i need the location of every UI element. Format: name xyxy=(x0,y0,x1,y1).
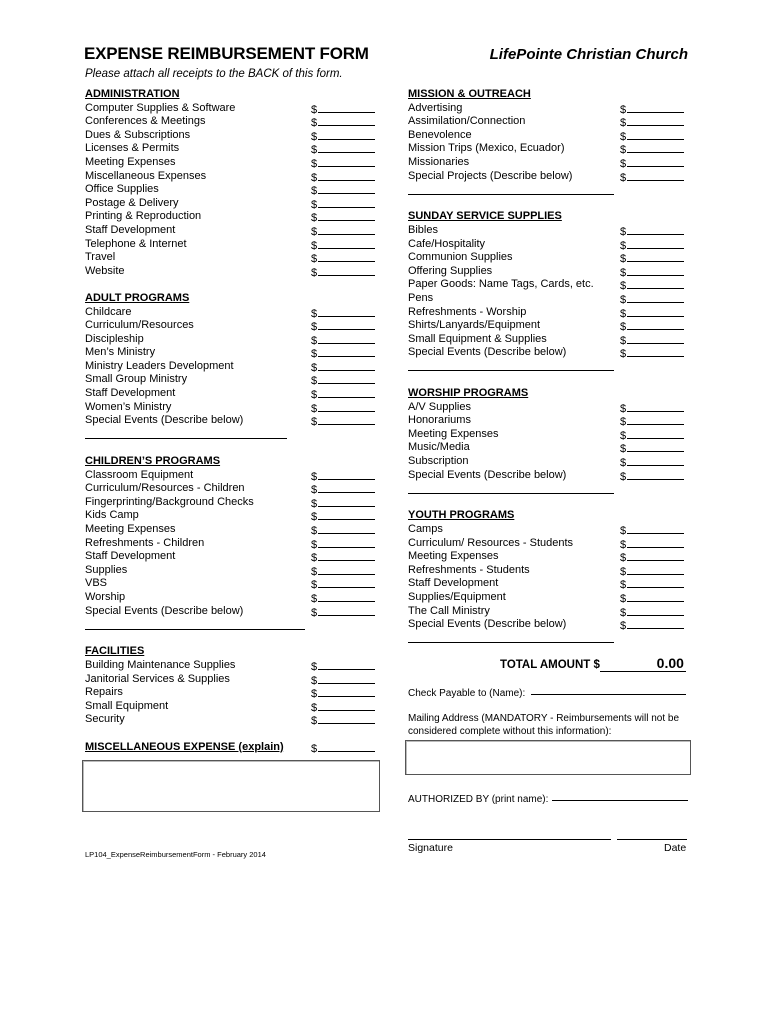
form-footer: LP104_ExpenseReimbursementForm - February 2014 xyxy=(85,850,266,859)
sunday-item-label: Small Equipment & Supplies xyxy=(408,332,547,345)
adult-item-row xyxy=(85,414,381,428)
youth-item-label: Camps xyxy=(408,523,443,535)
children-item-amount[interactable]: $ xyxy=(311,605,375,621)
administration-item-label: Office Supplies xyxy=(85,183,159,196)
administration-item-row xyxy=(85,183,381,197)
administration-item-amount[interactable]: $ xyxy=(311,170,375,186)
total-amount: TOTAL AMOUNT $ 0.00 xyxy=(500,655,684,671)
sunday-item-row xyxy=(408,292,690,306)
administration-item-row xyxy=(85,129,381,143)
section-administration xyxy=(85,88,381,278)
children-item-label: Supplies xyxy=(85,563,128,576)
adult-item-row xyxy=(85,401,381,415)
children-item-row xyxy=(85,564,381,578)
date-line[interactable] xyxy=(617,829,687,840)
administration-item-row xyxy=(85,265,381,279)
children-item-row xyxy=(85,577,381,591)
mailing-label: Mailing Address (MANDATORY - Reimbursements will not be considered complete without this information): xyxy=(408,713,680,737)
worship-item-amount[interactable]: $ xyxy=(620,441,684,457)
mission-item-row xyxy=(408,170,690,184)
section-heading: YOUTH PROGRAMS xyxy=(408,509,515,522)
youth-item-amount[interactable]: $ xyxy=(620,577,684,593)
misc-amount[interactable]: $ xyxy=(311,741,375,757)
adult-item-label: Special Events (Describe below) xyxy=(85,414,244,427)
sunday-item-label: Refreshments - Worship xyxy=(408,305,527,318)
administration-item-label: Telephone & Internet xyxy=(85,237,187,250)
worship-item-row xyxy=(408,469,690,483)
children-item-label: Refreshments - Children xyxy=(85,536,205,549)
administration-item-label: Dues & Subscriptions xyxy=(85,128,191,141)
administration-item-label: Printing & Reproduction xyxy=(85,210,202,223)
youth-item-label: Meeting Expenses xyxy=(408,550,499,563)
sunday-item-row xyxy=(408,224,690,238)
administration-item-label: Conferences & Meetings xyxy=(85,115,206,128)
adult-item-row xyxy=(85,387,381,401)
mission-item-row xyxy=(408,129,690,143)
youth-item-row xyxy=(408,591,690,605)
administration-item-label: Meeting Expenses xyxy=(85,155,176,168)
misc-explain-box[interactable] xyxy=(82,760,380,812)
adult-item-label: Men’s Ministry xyxy=(85,346,156,359)
mission-item-label: Advertising xyxy=(408,101,463,114)
total-value[interactable]: 0.00 xyxy=(600,655,686,672)
section-heading: SUNDAY SERVICE SUPPLIES xyxy=(408,210,562,223)
youth-item-row xyxy=(408,618,690,632)
sunday-item-amount[interactable]: $ xyxy=(620,292,684,308)
facilities-item-label: Small Equipment xyxy=(85,699,169,712)
date-label: Date xyxy=(664,842,687,854)
sunday-item-row xyxy=(408,333,690,347)
children-item-row xyxy=(85,496,381,510)
worship-item-label: Honorariums xyxy=(408,414,471,427)
children-item-row xyxy=(85,469,381,483)
sunday-item-row xyxy=(408,319,690,333)
form-subtitle: Please attach all receipts to the BACK of this form. xyxy=(85,68,343,80)
form-title: EXPENSE REIMBURSEMENT FORM xyxy=(84,44,369,63)
administration-item-label: Computer Supplies & Software xyxy=(85,101,236,114)
children-item-label: Worship xyxy=(85,590,126,603)
adult-item-row xyxy=(85,373,381,387)
youth-item-amount[interactable]: $ xyxy=(620,550,684,566)
sunday-item-amount[interactable]: $ xyxy=(620,265,684,281)
adult-item-amount[interactable]: $ xyxy=(311,414,375,430)
youth-item-label: Supplies/Equipment xyxy=(408,590,506,603)
adult-item-amount[interactable]: $ xyxy=(311,306,375,322)
sunday-item-amount[interactable]: $ xyxy=(620,319,684,335)
signature-label: Signature xyxy=(408,842,453,854)
administration-item-label: Postage & Delivery xyxy=(85,196,179,209)
administration-item-row xyxy=(85,238,381,252)
sunday-item-row xyxy=(408,278,690,292)
administration-item-amount[interactable]: $ xyxy=(311,183,375,199)
adult-item-row xyxy=(85,333,381,347)
children-item-label: Curriculum/Resources - Children xyxy=(85,482,245,495)
worship-item-row xyxy=(408,441,690,455)
adult-item-amount[interactable]: $ xyxy=(311,346,375,362)
administration-item-amount[interactable]: $ xyxy=(311,115,375,131)
worship-item-label: Special Events (Describe below) xyxy=(408,468,567,481)
children-item-label: Fingerprinting/Background Checks xyxy=(85,495,254,508)
mission-item-amount[interactable]: $ xyxy=(620,115,684,131)
worship-item-row xyxy=(408,455,690,469)
children-item-amount[interactable]: $ xyxy=(311,550,375,566)
section-heading: ADMINISTRATION xyxy=(85,88,180,100)
adult-item-row xyxy=(85,360,381,374)
children-item-amount[interactable]: $ xyxy=(311,509,375,525)
signature-line[interactable] xyxy=(408,829,611,840)
administration-item-label: Staff Development xyxy=(85,223,176,236)
sunday-item-label: Pens xyxy=(408,291,434,304)
sunday-item-label: Paper Goods: Name Tags, Cards, etc. xyxy=(408,278,594,291)
section-childrens-programs xyxy=(85,455,381,618)
adult-item-amount[interactable]: $ xyxy=(311,373,375,389)
children-item-label: Meeting Expenses xyxy=(85,523,176,535)
sunday-item-amount[interactable]: $ xyxy=(620,238,684,254)
youth-item-amount[interactable]: $ xyxy=(620,523,684,539)
administration-item-row xyxy=(85,170,381,184)
adult-item-label: Ministry Leaders Development xyxy=(85,359,234,372)
children-item-row xyxy=(85,591,381,605)
right-column xyxy=(408,88,690,645)
children-item-row xyxy=(85,509,381,523)
mission-item-amount[interactable]: $ xyxy=(620,156,684,172)
payee-label: Check Payable to (Name): xyxy=(408,688,526,699)
children-item-label: Kids Camp xyxy=(85,509,139,522)
youth-item-label: The Call Ministry xyxy=(408,604,490,617)
sunday-item-amount[interactable]: $ xyxy=(620,346,684,362)
administration-item-row xyxy=(85,224,381,238)
youth-item-row xyxy=(408,537,690,551)
youth-item-amount[interactable]: $ xyxy=(620,564,684,580)
facilities-item-row xyxy=(85,713,381,727)
facilities-item-row xyxy=(85,700,381,714)
mission-item-amount[interactable]: $ xyxy=(620,170,684,186)
mission-item-amount[interactable]: $ xyxy=(620,102,684,118)
worship-item-label: A/V Supplies xyxy=(408,400,471,413)
youth-item-label: Staff Development xyxy=(408,577,499,590)
mission-item-amount[interactable]: $ xyxy=(620,142,684,158)
sunday-item-label: Bibles xyxy=(408,223,438,236)
sunday-item-amount[interactable]: $ xyxy=(620,224,684,240)
mailing-address-box[interactable] xyxy=(405,740,691,775)
worship-item-label: Subscription xyxy=(408,455,469,468)
sunday-item-label: Special Events (Describe below) xyxy=(408,346,567,359)
sunday-item-row xyxy=(408,306,690,320)
mission-item-label: Benevolence xyxy=(408,128,472,141)
section-heading: CHILDREN’S PROGRAMS xyxy=(85,455,221,468)
section-worship-programs xyxy=(408,387,690,482)
children-item-amount[interactable]: $ xyxy=(311,591,375,607)
worship-item-row xyxy=(408,428,690,442)
misc-heading: MISCELLANEOUS EXPENSE (explain) xyxy=(85,740,284,753)
sunday-item-amount[interactable]: $ xyxy=(620,251,684,267)
children-item-label: Staff Development xyxy=(85,550,176,563)
children-item-amount[interactable]: $ xyxy=(311,482,375,498)
worship-item-label: Music/Media xyxy=(408,441,470,454)
adult-item-label: Curriculum/Resources xyxy=(85,319,194,332)
authorized-label: AUTHORIZED BY (print name): xyxy=(408,794,549,805)
youth-item-amount[interactable]: $ xyxy=(620,605,684,621)
administration-item-amount[interactable]: $ xyxy=(311,129,375,145)
sunday-item-row xyxy=(408,265,690,279)
administration-item-row xyxy=(85,251,381,265)
children-item-row xyxy=(85,523,381,537)
administration-item-label: Miscellaneous Expenses xyxy=(85,169,207,182)
authorized-input[interactable] xyxy=(552,790,688,801)
children-item-label: VBS xyxy=(85,577,108,590)
section-heading: ADULT PROGRAMS xyxy=(85,291,190,304)
facilities-item-amount[interactable]: $ xyxy=(311,700,375,716)
youth-item-label: Special Events (Describe below) xyxy=(408,618,567,631)
adult-describe-line[interactable] xyxy=(85,428,381,442)
section-sunday-service xyxy=(408,210,690,360)
adult-item-row xyxy=(85,346,381,360)
administration-item-label: Licenses & Permits xyxy=(85,142,180,155)
mission-describe-line[interactable] xyxy=(408,183,690,197)
facilities-item-label: Janitorial Services & Supplies xyxy=(85,672,230,685)
children-item-amount[interactable]: $ xyxy=(311,577,375,593)
youth-item-amount[interactable]: $ xyxy=(620,618,684,634)
facilities-item-label: Security xyxy=(85,713,125,726)
sunday-item-amount[interactable]: $ xyxy=(620,278,684,294)
worship-item-label: Meeting Expenses xyxy=(408,427,499,440)
section-adult-programs xyxy=(85,292,381,428)
mission-item-label: Mission Trips (Mexico, Ecuador) xyxy=(408,142,565,155)
total-label: TOTAL AMOUNT xyxy=(500,659,591,671)
adult-item-label: Discipleship xyxy=(85,332,144,345)
adult-item-amount[interactable]: $ xyxy=(311,360,375,376)
youth-describe-line[interactable] xyxy=(408,632,690,646)
section-youth-programs xyxy=(408,509,690,631)
sunday-describe-line[interactable] xyxy=(408,360,690,374)
mission-item-row xyxy=(408,142,690,156)
sunday-item-label: Offering Supplies xyxy=(408,264,493,277)
youth-item-row xyxy=(408,523,690,537)
mission-item-label: Missionaries xyxy=(408,155,470,168)
worship-item-row xyxy=(408,401,690,415)
mission-item-row xyxy=(408,156,690,170)
mission-item-row xyxy=(408,115,690,129)
worship-item-amount[interactable]: $ xyxy=(620,401,684,417)
facilities-item-label: Building Maintenance Supplies xyxy=(85,658,236,671)
section-heading: WORSHIP PROGRAMS xyxy=(408,387,529,400)
sunday-item-row xyxy=(408,238,690,252)
youth-item-row xyxy=(408,550,690,564)
administration-item-row xyxy=(85,115,381,129)
administration-item-row xyxy=(85,102,381,116)
administration-item-amount[interactable]: $ xyxy=(311,224,375,240)
sunday-item-amount[interactable]: $ xyxy=(620,306,684,322)
children-item-label: Classroom Equipment xyxy=(85,468,194,481)
administration-item-row xyxy=(85,142,381,156)
worship-item-amount[interactable]: $ xyxy=(620,428,684,444)
adult-item-row xyxy=(85,306,381,320)
facilities-item-amount[interactable]: $ xyxy=(311,686,375,702)
sunday-item-label: Communion Supplies xyxy=(408,251,513,264)
children-item-row xyxy=(85,550,381,564)
children-item-row xyxy=(85,537,381,551)
sunday-item-label: Cafe/Hospitality xyxy=(408,237,486,250)
church-name: LifePointe Christian Church xyxy=(489,46,688,63)
payee-input[interactable] xyxy=(531,684,686,695)
administration-item-amount[interactable]: $ xyxy=(311,102,375,118)
youth-item-label: Curriculum/ Resources - Students xyxy=(408,536,574,549)
children-item-row xyxy=(85,605,381,619)
sunday-item-amount[interactable]: $ xyxy=(620,333,684,349)
administration-item-amount[interactable]: $ xyxy=(311,197,375,213)
mission-item-label: Assimilation/Connection xyxy=(408,115,526,128)
facilities-item-amount[interactable]: $ xyxy=(311,673,375,689)
administration-item-row xyxy=(85,156,381,170)
children-item-amount[interactable]: $ xyxy=(311,564,375,580)
administration-item-row xyxy=(85,197,381,211)
children-describe-line[interactable] xyxy=(85,618,381,632)
sunday-item-label: Shirts/Lanyards/Equipment xyxy=(408,319,541,332)
administration-item-amount[interactable]: $ xyxy=(311,142,375,158)
worship-item-amount[interactable]: $ xyxy=(620,455,684,471)
administration-item-row xyxy=(85,210,381,224)
adult-item-amount[interactable]: $ xyxy=(311,319,375,335)
adult-item-label: Childcare xyxy=(85,305,132,318)
administration-item-amount[interactable]: $ xyxy=(311,265,375,281)
administration-item-label: Website xyxy=(85,264,125,277)
facilities-item-row xyxy=(85,686,381,700)
adult-item-label: Women’s Ministry xyxy=(85,400,172,413)
children-item-amount[interactable]: $ xyxy=(311,523,375,539)
youth-item-row xyxy=(408,605,690,619)
children-item-amount[interactable]: $ xyxy=(311,496,375,512)
worship-item-row xyxy=(408,414,690,428)
administration-item-label: Travel xyxy=(85,251,116,264)
youth-item-row xyxy=(408,577,690,591)
children-item-amount[interactable]: $ xyxy=(311,537,375,553)
administration-item-amount[interactable]: $ xyxy=(311,238,375,254)
youth-item-amount[interactable]: $ xyxy=(620,537,684,553)
mission-item-label: Special Projects (Describe below) xyxy=(408,169,573,182)
mission-item-row xyxy=(408,102,690,116)
left-column xyxy=(85,88,381,754)
worship-item-amount[interactable]: $ xyxy=(620,469,684,485)
facilities-item-row xyxy=(85,659,381,673)
sunday-item-row xyxy=(408,251,690,265)
sunday-item-row xyxy=(408,346,690,360)
facilities-item-amount[interactable]: $ xyxy=(311,659,375,675)
youth-item-row xyxy=(408,564,690,578)
adult-item-row xyxy=(85,319,381,333)
children-item-label: Special Events (Describe below) xyxy=(85,604,244,617)
youth-item-label: Refreshments - Students xyxy=(408,563,530,576)
adult-item-amount[interactable]: $ xyxy=(311,387,375,403)
mission-item-amount[interactable]: $ xyxy=(620,129,684,145)
section-facilities xyxy=(85,645,381,727)
administration-item-amount[interactable]: $ xyxy=(311,251,375,267)
adult-item-amount[interactable]: $ xyxy=(311,333,375,349)
adult-item-amount[interactable]: $ xyxy=(311,401,375,417)
adult-item-label: Small Group Ministry xyxy=(85,373,188,386)
misc-expense-row xyxy=(85,741,381,755)
administration-item-amount[interactable]: $ xyxy=(311,210,375,226)
children-item-row xyxy=(85,482,381,496)
facilities-item-label: Repairs xyxy=(85,686,123,699)
youth-item-amount[interactable]: $ xyxy=(620,591,684,607)
administration-item-amount[interactable]: $ xyxy=(311,156,375,172)
section-heading: FACILITIES xyxy=(85,645,145,658)
section-heading: MISSION & OUTREACH xyxy=(408,88,531,100)
facilities-item-row xyxy=(85,673,381,687)
facilities-item-amount[interactable]: $ xyxy=(311,713,375,729)
adult-item-label: Staff Development xyxy=(85,387,176,400)
worship-describe-line[interactable] xyxy=(408,482,690,496)
worship-item-amount[interactable]: $ xyxy=(620,414,684,430)
section-mission-outreach xyxy=(408,88,690,183)
children-item-amount[interactable]: $ xyxy=(311,469,375,485)
